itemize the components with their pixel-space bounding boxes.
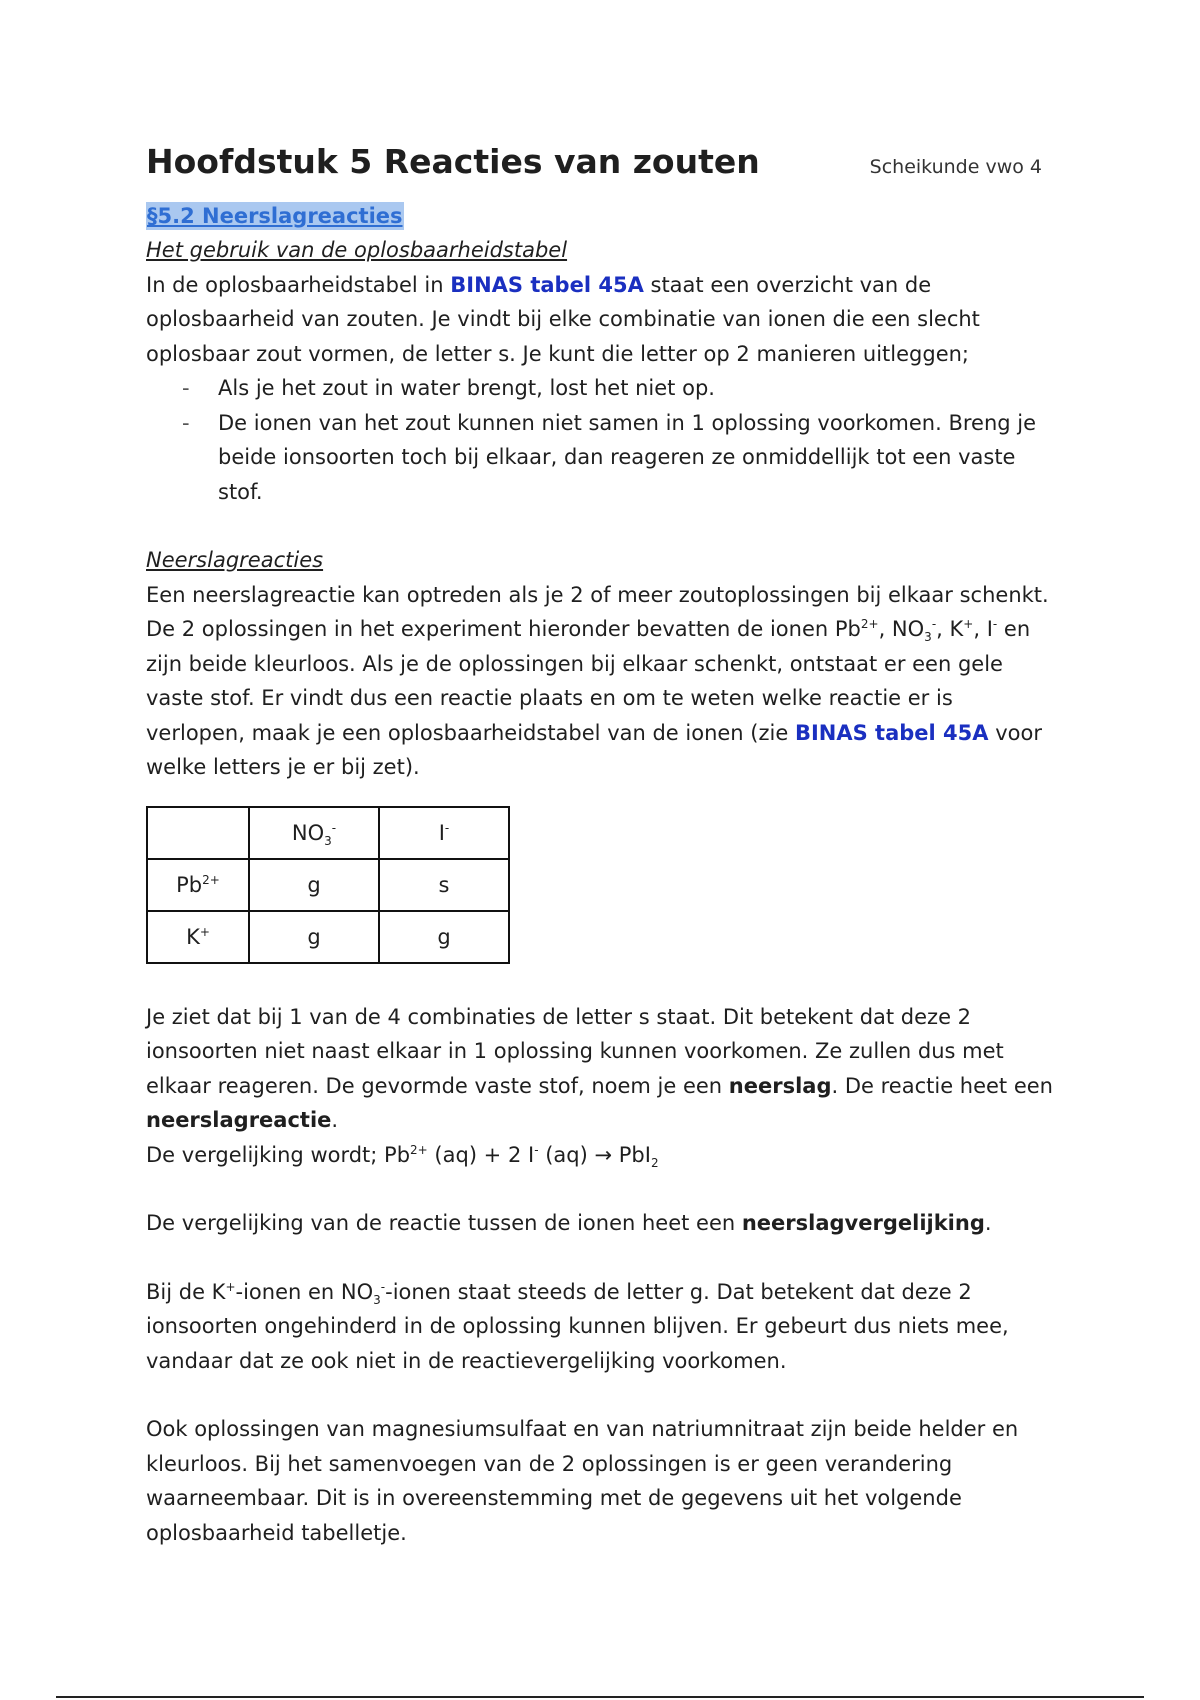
text-run: (aq) + 2 I <box>427 1142 535 1167</box>
bullet-list <box>146 371 1056 509</box>
list-item-text: Als je het zout in water brengt, lost het niet op. <box>218 376 715 400</box>
row-header-k: K+ <box>147 911 249 963</box>
table-row <box>147 859 509 911</box>
charge: - <box>534 1142 539 1157</box>
page-title: Hoofdstuk 5 Reacties van zouten <box>146 142 760 181</box>
charge: - <box>931 617 937 631</box>
text-run: en zijn beide kleurloos. Als je de oplossingen bij elkaar schenkt, ontstaat er een gele vaste stof. Er vindt dus een reactie plaats en om te weten welke reactie er is verlopen, maak je een oplosbaarheidstabel van de ionen (zie <box>146 617 1031 745</box>
paragraph-neerslag-line1: Een neerslagreactie kan optreden als je 2 of meer zoutoplossingen bij elkaar schenkt. <box>146 582 1049 607</box>
section-heading-link[interactable]: §5.2 Neerslagreacties <box>147 203 403 228</box>
page-bottom-rule <box>56 1696 1144 1698</box>
text-run: , I <box>973 617 993 641</box>
charge: - <box>380 1279 386 1294</box>
course-label: Scheikunde vwo 4 <box>869 156 1042 178</box>
text-run: De 2 oplossingen in het experiment hieronder bevatten de ionen Pb <box>146 617 861 641</box>
paragraph-magnesiumsulfaat: Ook oplossingen van magnesiumsulfaat en van natriumnitraat zijn beide helder en kleurloos. Bij het samenvoegen van de 2 oplossingen is er geen verandering waarneembaar. Dit is in overeenstemming met de gegevens uit het volgende oplosbaarheid tabelletje. <box>146 1417 1019 1545</box>
text-run: , K <box>936 617 964 641</box>
column-header-i: I- <box>379 807 509 859</box>
subheading-neerslagreacties: Neerslagreacties <box>146 548 324 572</box>
paragraph-experiment <box>146 612 1056 785</box>
text-run: De vergelijking van de reactie tussen de ionen heet een <box>146 1211 742 1235</box>
table-corner-cell <box>147 807 249 859</box>
text-run: -ionen staat steeds de letter g. Dat betekent dat deze 2 ionsoorten ongehinderd in de oplossing kunnen blijven. Er gebeurt dus niets mee, vandaar dat ze ook niet in de reactievergelijking voorkomen. <box>146 1279 1009 1373</box>
term-neerslag: neerslag <box>728 1073 832 1098</box>
charge: - <box>992 617 998 631</box>
charge: 2+ <box>860 617 879 631</box>
term-neerslagreactie: neerslagreactie <box>146 1108 332 1132</box>
text-run: voor welke letters je er bij zet). <box>146 720 1042 779</box>
binas-reference: BINAS tabel 45A <box>450 272 644 297</box>
text-run: De vergelijking wordt; Pb <box>146 1142 411 1167</box>
text-run: staat een overzicht van de oplosbaarheid van zouten. Je vindt bij elke combinatie van ionen die een slecht oplosbaar zout vormen, de letter s. Je kunt die letter op 2 manieren uitleggen; <box>146 272 980 366</box>
text-run: Bij de K <box>146 1279 226 1304</box>
paragraph-intro <box>146 268 1056 372</box>
reaction-equation <box>146 1138 1056 1173</box>
table-cell: s <box>379 859 509 911</box>
document-header <box>146 140 1056 185</box>
paragraph-spectator-ions <box>146 1275 1056 1379</box>
dash-bullet: - <box>182 410 190 435</box>
text-run: -ionen en NO <box>235 1279 374 1304</box>
charge: 2+ <box>410 1142 428 1157</box>
list-item-text: De ionen van het zout kunnen niet samen in 1 oplossing voorkomen. Breng je beide ionsoorten toch bij elkaar, dan reageren ze onmiddellijk tot een vaste stof. <box>218 410 1037 504</box>
subscript: 2 <box>650 1155 659 1170</box>
text-run: (aq) → PbI <box>538 1142 651 1167</box>
subscript: 3 <box>924 630 932 645</box>
charge: + <box>963 617 974 631</box>
binas-reference: BINAS tabel 45A <box>794 720 989 745</box>
subscript: 3 <box>373 1292 381 1307</box>
dash-bullet: - <box>182 376 190 400</box>
text-run: . <box>331 1108 339 1132</box>
text-run: In de oplosbaarheidstabel in <box>146 272 451 297</box>
table-cell: g <box>249 911 379 963</box>
text-run: , NO <box>878 617 925 641</box>
term-neerslagvergelijking: neerslagvergelijking <box>741 1211 985 1235</box>
text-run: Je ziet dat bij 1 van de 4 combinaties de letter s staat. Dit betekent dat deze 2 ionsoorten niet naast elkaar in 1 oplossing kunnen voorkomen. Ze zullen dus met elkaar reageren. De gevormde vaste stof, noem je een <box>146 1004 1004 1098</box>
list-item <box>182 406 1056 510</box>
charge: + <box>225 1279 236 1294</box>
solubility-table <box>146 806 510 964</box>
document-page <box>146 140 1056 1550</box>
table-cell: g <box>379 911 509 963</box>
paragraph-neerslagvergelijking <box>146 1206 1056 1241</box>
paragraph-conclusion <box>146 1000 1056 1138</box>
text-run: . <box>984 1211 992 1235</box>
column-header-no3: $NO_3^-$ <box>249 807 379 859</box>
table-header-row <box>147 807 509 859</box>
row-header-pb: $Pb^{2+}$ <box>147 859 249 911</box>
list-item <box>182 371 1056 406</box>
table-row <box>147 911 509 963</box>
subheading-oplosbaarheidstabel: Het gebruik van de oplosbaarheidstabel <box>146 238 568 262</box>
text-run: . De reactie heet een <box>831 1073 1053 1098</box>
table-cell: g <box>249 859 379 911</box>
